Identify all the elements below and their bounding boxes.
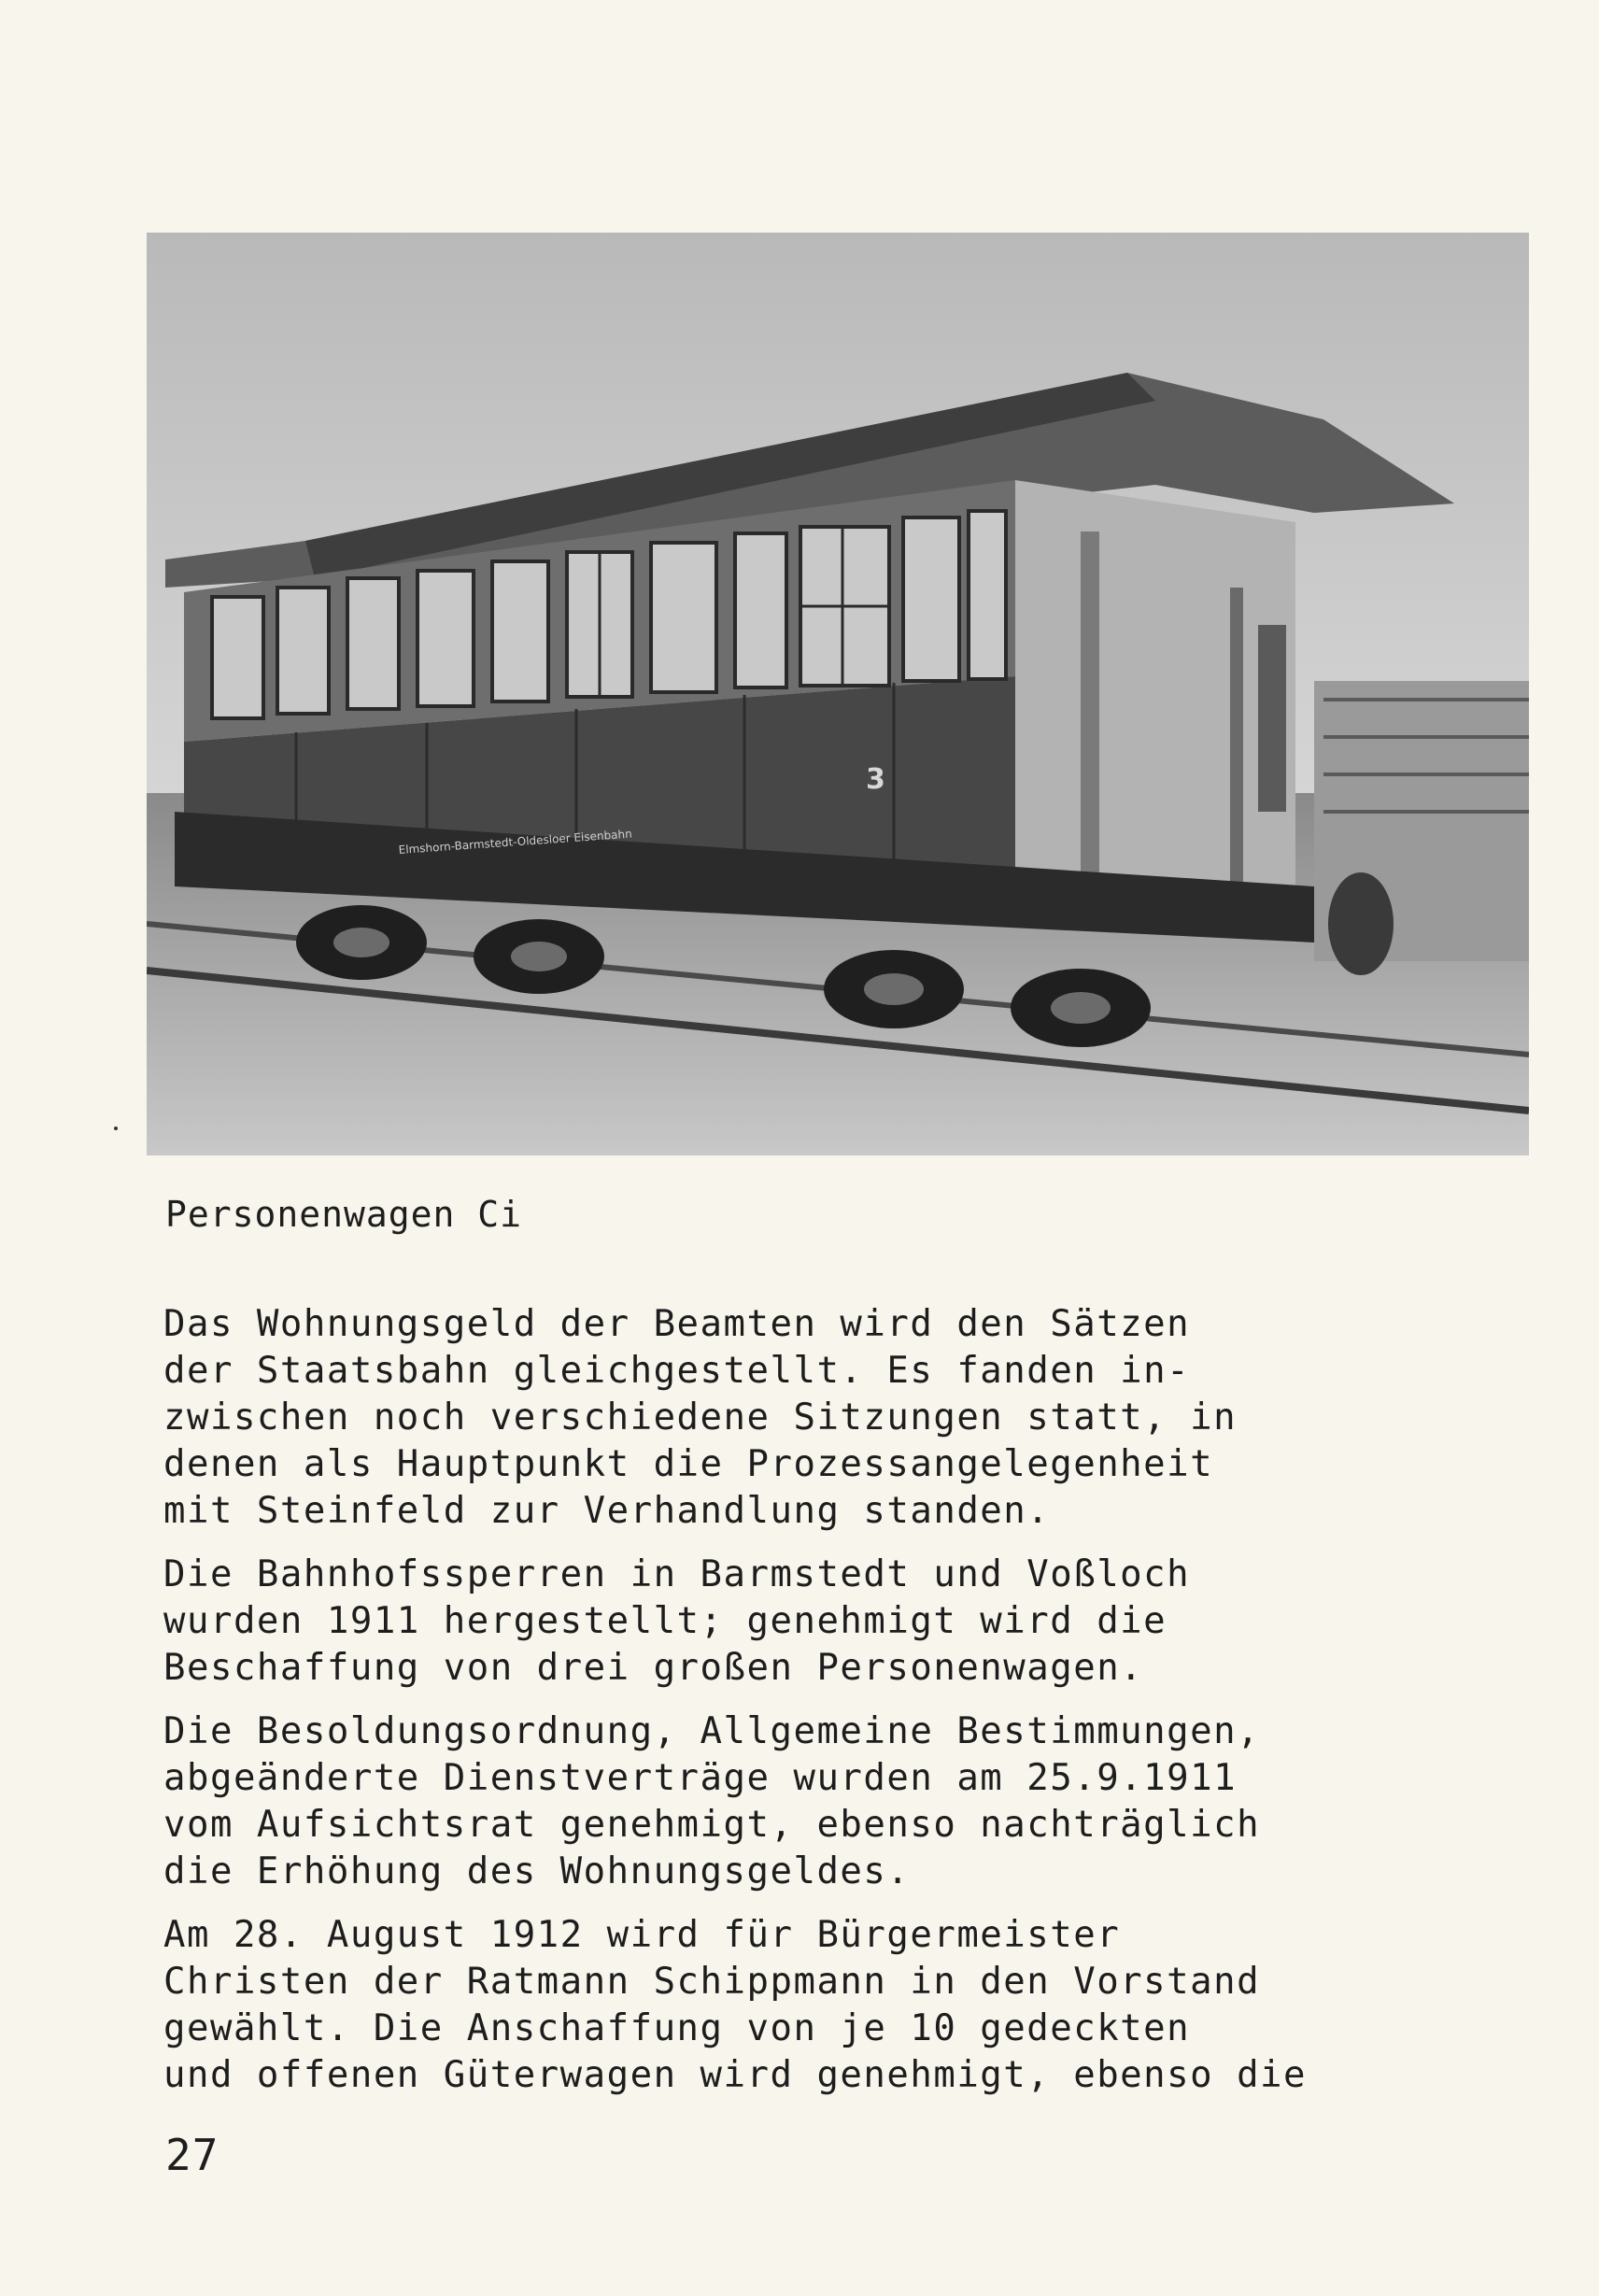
text-line: gewählt. Die Anschaffung von je 10 gedeckten [163,2007,1191,2049]
text-line: Beschaffung von drei großen Personenwagen. [163,1647,1144,1689]
train-car-photo [147,233,1529,1155]
text-line: vom Aufsichtsrat genehmigt, ebenso nachträglich [163,1804,1261,1846]
text-line: Die Besoldungsordnung, Allgemeine Bestimmungen, [163,1710,1261,1752]
paragraph [163,1301,1564,1535]
page-number: 27 [165,2130,219,2180]
text-line: mit Steinfeld zur Verhandlung standen. [163,1490,1051,1532]
ink-speck [114,1127,118,1130]
car-number: 3 [866,763,885,796]
photo-caption: Personenwagen Ci [165,1194,523,1235]
car-label: Elmshorn-Barmstedt-Oldesloer Eisenbahn [398,827,633,857]
passenger-car-image [147,233,1529,1155]
text-line: Die Bahnhofssperren in Barmstedt und Voßloch [163,1553,1191,1595]
text-line: denen als Hauptpunkt die Prozessangelegenheit [163,1443,1214,1485]
body-text [163,1301,1564,2116]
text-line: zwischen noch verschiedene Sitzungen statt, in [163,1396,1238,1439]
paragraph [163,1708,1564,1895]
text-line: und offenen Güterwagen wird genehmigt, ebenso die [163,2054,1308,2096]
text-line: Am 28. August 1912 wird für Bürgermeister [163,1914,1121,1956]
text-line: der Staatsbahn gleichgestellt. Es fanden in- [163,1350,1191,1392]
text-line: die Erhöhung des Wohnungsgeldes. [163,1850,911,1892]
text-line: wurden 1911 hergestellt; genehmigt wird die [163,1600,1167,1642]
text-line: Christen der Ratmann Schippmann in den Vorstand [163,1961,1261,2003]
paragraph [163,1912,1564,2099]
paragraph [163,1552,1564,1692]
text-line: Das Wohnungsgeld der Beamten wird den Sätzen [163,1303,1191,1345]
text-line: abgeänderte Dienstverträge wurden am 25.9.1911 [163,1757,1238,1799]
